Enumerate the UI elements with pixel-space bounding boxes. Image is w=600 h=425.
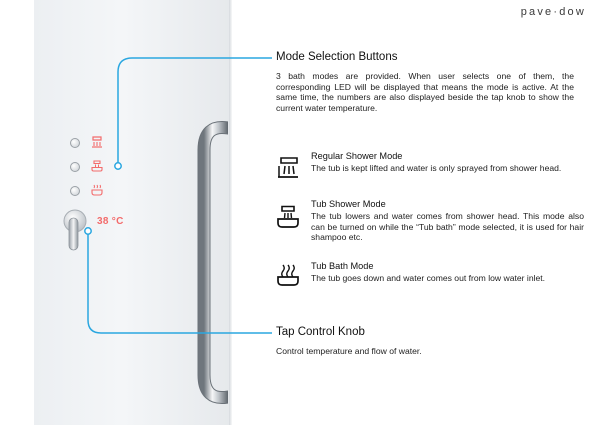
tap-control-title: Tap Control Knob [276,326,365,338]
tap-control-description: Control temperature and flow of water. [276,346,422,356]
tub-bath-title: Tub Bath Mode [311,261,374,271]
door-handle [188,120,228,405]
tub-shower-title: Tub Shower Mode [311,199,386,209]
mode-led-2[interactable] [70,162,80,172]
regular-shower-title: Regular Shower Mode [311,151,403,161]
regular-shower-icon [276,156,300,180]
tap-control-knob[interactable] [62,208,96,254]
panel-edge [229,0,232,425]
mode-selection-description: 3 bath modes are provided. When user selects one of them, the corresponding LED will be displayed that means the mode is active. At the same time, the numbers are also displayed beside the tap knob to show the current water temperature. [276,71,574,113]
tub-shower-icon [276,205,300,229]
mode-led-1[interactable] [70,138,80,148]
tub-shower-icon[interactable] [91,160,103,172]
mode-led-3[interactable] [70,186,80,196]
tub-bath-icon[interactable] [91,184,103,196]
temperature-display: 38 °C [97,216,124,227]
tub-bath-icon [276,263,300,287]
mode-selection-title: Mode Selection Buttons [276,51,398,63]
brand-logo: pave·dow [520,6,586,18]
tub-shower-description: The tub lowers and water comes from shower head. This mode also can be turned on while the “Tub bath” mode selected, it is used for hair shampoo etc. [311,211,584,243]
regular-shower-description: The tub is kept lifted and water is only sprayed from shower head. [311,163,562,173]
regular-shower-icon[interactable] [91,136,103,148]
tub-bath-description: The tub goes down and water comes out from low water inlet. [311,273,546,283]
